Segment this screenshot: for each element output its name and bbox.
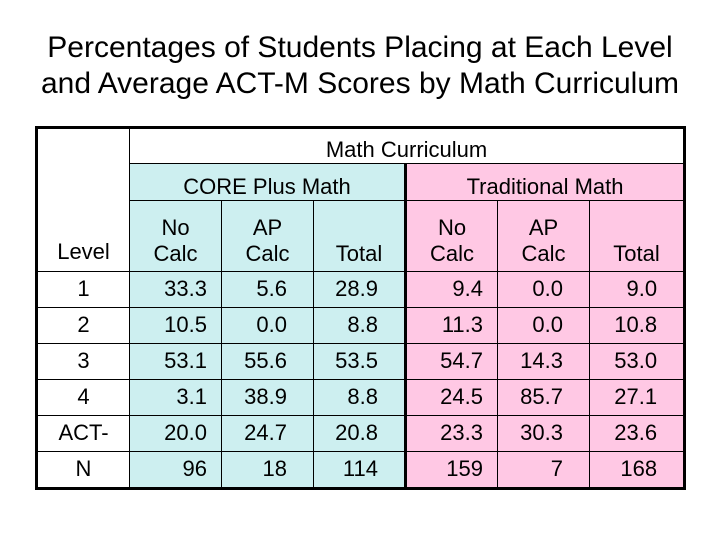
sub-header-trad-total: Total: [590, 201, 685, 272]
sub-header-trad-apcalc: AP Calc: [498, 201, 590, 272]
table-cell: 28.9: [314, 271, 406, 307]
table-cell: 14.3: [498, 343, 590, 379]
table-cell: 55.6: [222, 343, 314, 379]
placement-table: [35, 126, 686, 490]
table-cell: 20.8: [314, 415, 406, 451]
table-cell: 24.7: [222, 415, 314, 451]
table-cell: 23.6: [590, 415, 685, 451]
corner-cell-2: [37, 164, 130, 201]
table-cell: 5.6: [222, 271, 314, 307]
corner-cell: [37, 128, 130, 164]
table-cell: 9.0: [590, 271, 685, 307]
header-row-groups: [37, 164, 685, 201]
table-cell: 11.3: [406, 307, 498, 343]
title-line-2: and Average ACT-M Scores by Math Curriculum: [40, 67, 680, 100]
sub-header-trad-nocalc: No Calc: [406, 201, 498, 272]
table-cell: 53.5: [314, 343, 406, 379]
title-line-1: Percentages of Students Placing at Each Level: [47, 31, 673, 64]
table-cell: 10.5: [130, 307, 222, 343]
table-cell: 9.4: [406, 271, 498, 307]
sub-header-core-total: Total: [314, 201, 406, 272]
table-cell: 53.1: [130, 343, 222, 379]
table-cell: 168: [590, 451, 685, 488]
table-row: [37, 307, 685, 343]
table-cell: 159: [406, 451, 498, 488]
row-label: 2: [37, 307, 130, 343]
table-cell: 53.0: [590, 343, 685, 379]
sub-header-core-nocalc: No Calc: [130, 201, 222, 272]
table-cell: 38.9: [222, 379, 314, 415]
table-cell: 96: [130, 451, 222, 488]
header-row-sub: [37, 201, 685, 272]
row-label: 4: [37, 379, 130, 415]
table-cell: 114: [314, 451, 406, 488]
table-cell: 20.0: [130, 415, 222, 451]
table-cell: 33.3: [130, 271, 222, 307]
table-cell: 30.3: [498, 415, 590, 451]
row-label: 3: [37, 343, 130, 379]
table-cell: 8.8: [314, 307, 406, 343]
table-row: [37, 415, 685, 451]
row-label: ACT-: [37, 415, 130, 451]
header-row-super: [37, 128, 685, 164]
math-curriculum-header: Math Curriculum: [130, 128, 685, 164]
level-header: Level: [37, 201, 130, 272]
table-cell: 7: [498, 451, 590, 488]
table-cell: 27.1: [590, 379, 685, 415]
table-row: [37, 343, 685, 379]
slide-title: [0, 30, 720, 102]
table-row: [37, 451, 685, 488]
sub-header-core-apcalc: AP Calc: [222, 201, 314, 272]
table-cell: 23.3: [406, 415, 498, 451]
table-row: [37, 379, 685, 415]
row-label: 1: [37, 271, 130, 307]
table-cell: 0.0: [498, 271, 590, 307]
table-cell: 0.0: [498, 307, 590, 343]
table-cell: 0.0: [222, 307, 314, 343]
table-row: [37, 271, 685, 307]
table-cell: 18: [222, 451, 314, 488]
table-cell: 24.5: [406, 379, 498, 415]
traditional-header: Traditional Math: [406, 164, 685, 201]
table-cell: 54.7: [406, 343, 498, 379]
core-plus-header: CORE Plus Math: [130, 164, 406, 201]
table-cell: 10.8: [590, 307, 685, 343]
table-cell: 8.8: [314, 379, 406, 415]
table-cell: 3.1: [130, 379, 222, 415]
row-label: N: [37, 451, 130, 488]
table-cell: 85.7: [498, 379, 590, 415]
